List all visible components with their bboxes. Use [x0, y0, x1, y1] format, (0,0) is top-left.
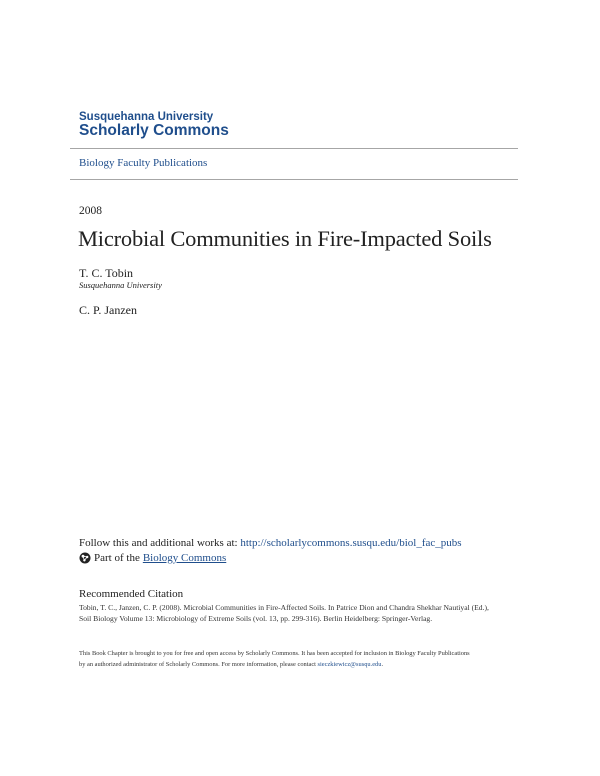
document-title: Microbial Communities in Fire-Impacted Soils [78, 226, 492, 251]
header-divider-bottom [70, 179, 518, 180]
follow-text: Follow this and additional works at: [79, 537, 241, 549]
header-divider-top [70, 148, 518, 149]
part-of-line [79, 552, 226, 564]
contact-email-link[interactable]: sieczkiewicz@susqu.edu [317, 661, 382, 668]
publication-year: 2008 [79, 205, 102, 217]
institution-name[interactable]: Susquehanna University [79, 111, 214, 123]
access-notice-line: This Book Chapter is brought to you for free and open access by Scholarly Commons. It has been accepted for inclusion in Biology Faculty Publications [79, 650, 470, 657]
biology-commons-link[interactable]: Biology Commons [142, 552, 227, 564]
network-icon [79, 552, 91, 564]
access-notice-text: by an authorized administrator of Scholarly Commons. For more information, please contact [79, 661, 318, 668]
collection-url-link[interactable]: http://scholarlycommons.susqu.edu/biol_fac_pubs [240, 537, 462, 549]
access-notice-end: . [381, 661, 384, 668]
citation-line: Tobin, T. C., Janzen, C. P. (2008). Microbial Communities in Fire-Affected Soils. In Patrice Dion and Chandra Shekhar Nautiyal (Ed.), [79, 603, 489, 612]
collection-link[interactable]: Biology Faculty Publications [79, 157, 208, 169]
part-of-text: Part of the [94, 552, 140, 564]
author-name: C. P. Janzen [79, 303, 137, 317]
citation-line: Soil Biology Volume 13: Microbiology of Extreme Soils (vol. 13, pp. 299-316). Berlin Heidelberg: Springer-Verlag. [79, 614, 433, 623]
citation-heading: Recommended Citation [79, 588, 184, 600]
follow-line [79, 537, 462, 549]
author-affiliation: Susquehanna University [79, 280, 162, 290]
access-notice-line [79, 661, 383, 668]
author-name: T. C. Tobin [79, 266, 134, 280]
repository-name[interactable]: Scholarly Commons [79, 122, 229, 139]
